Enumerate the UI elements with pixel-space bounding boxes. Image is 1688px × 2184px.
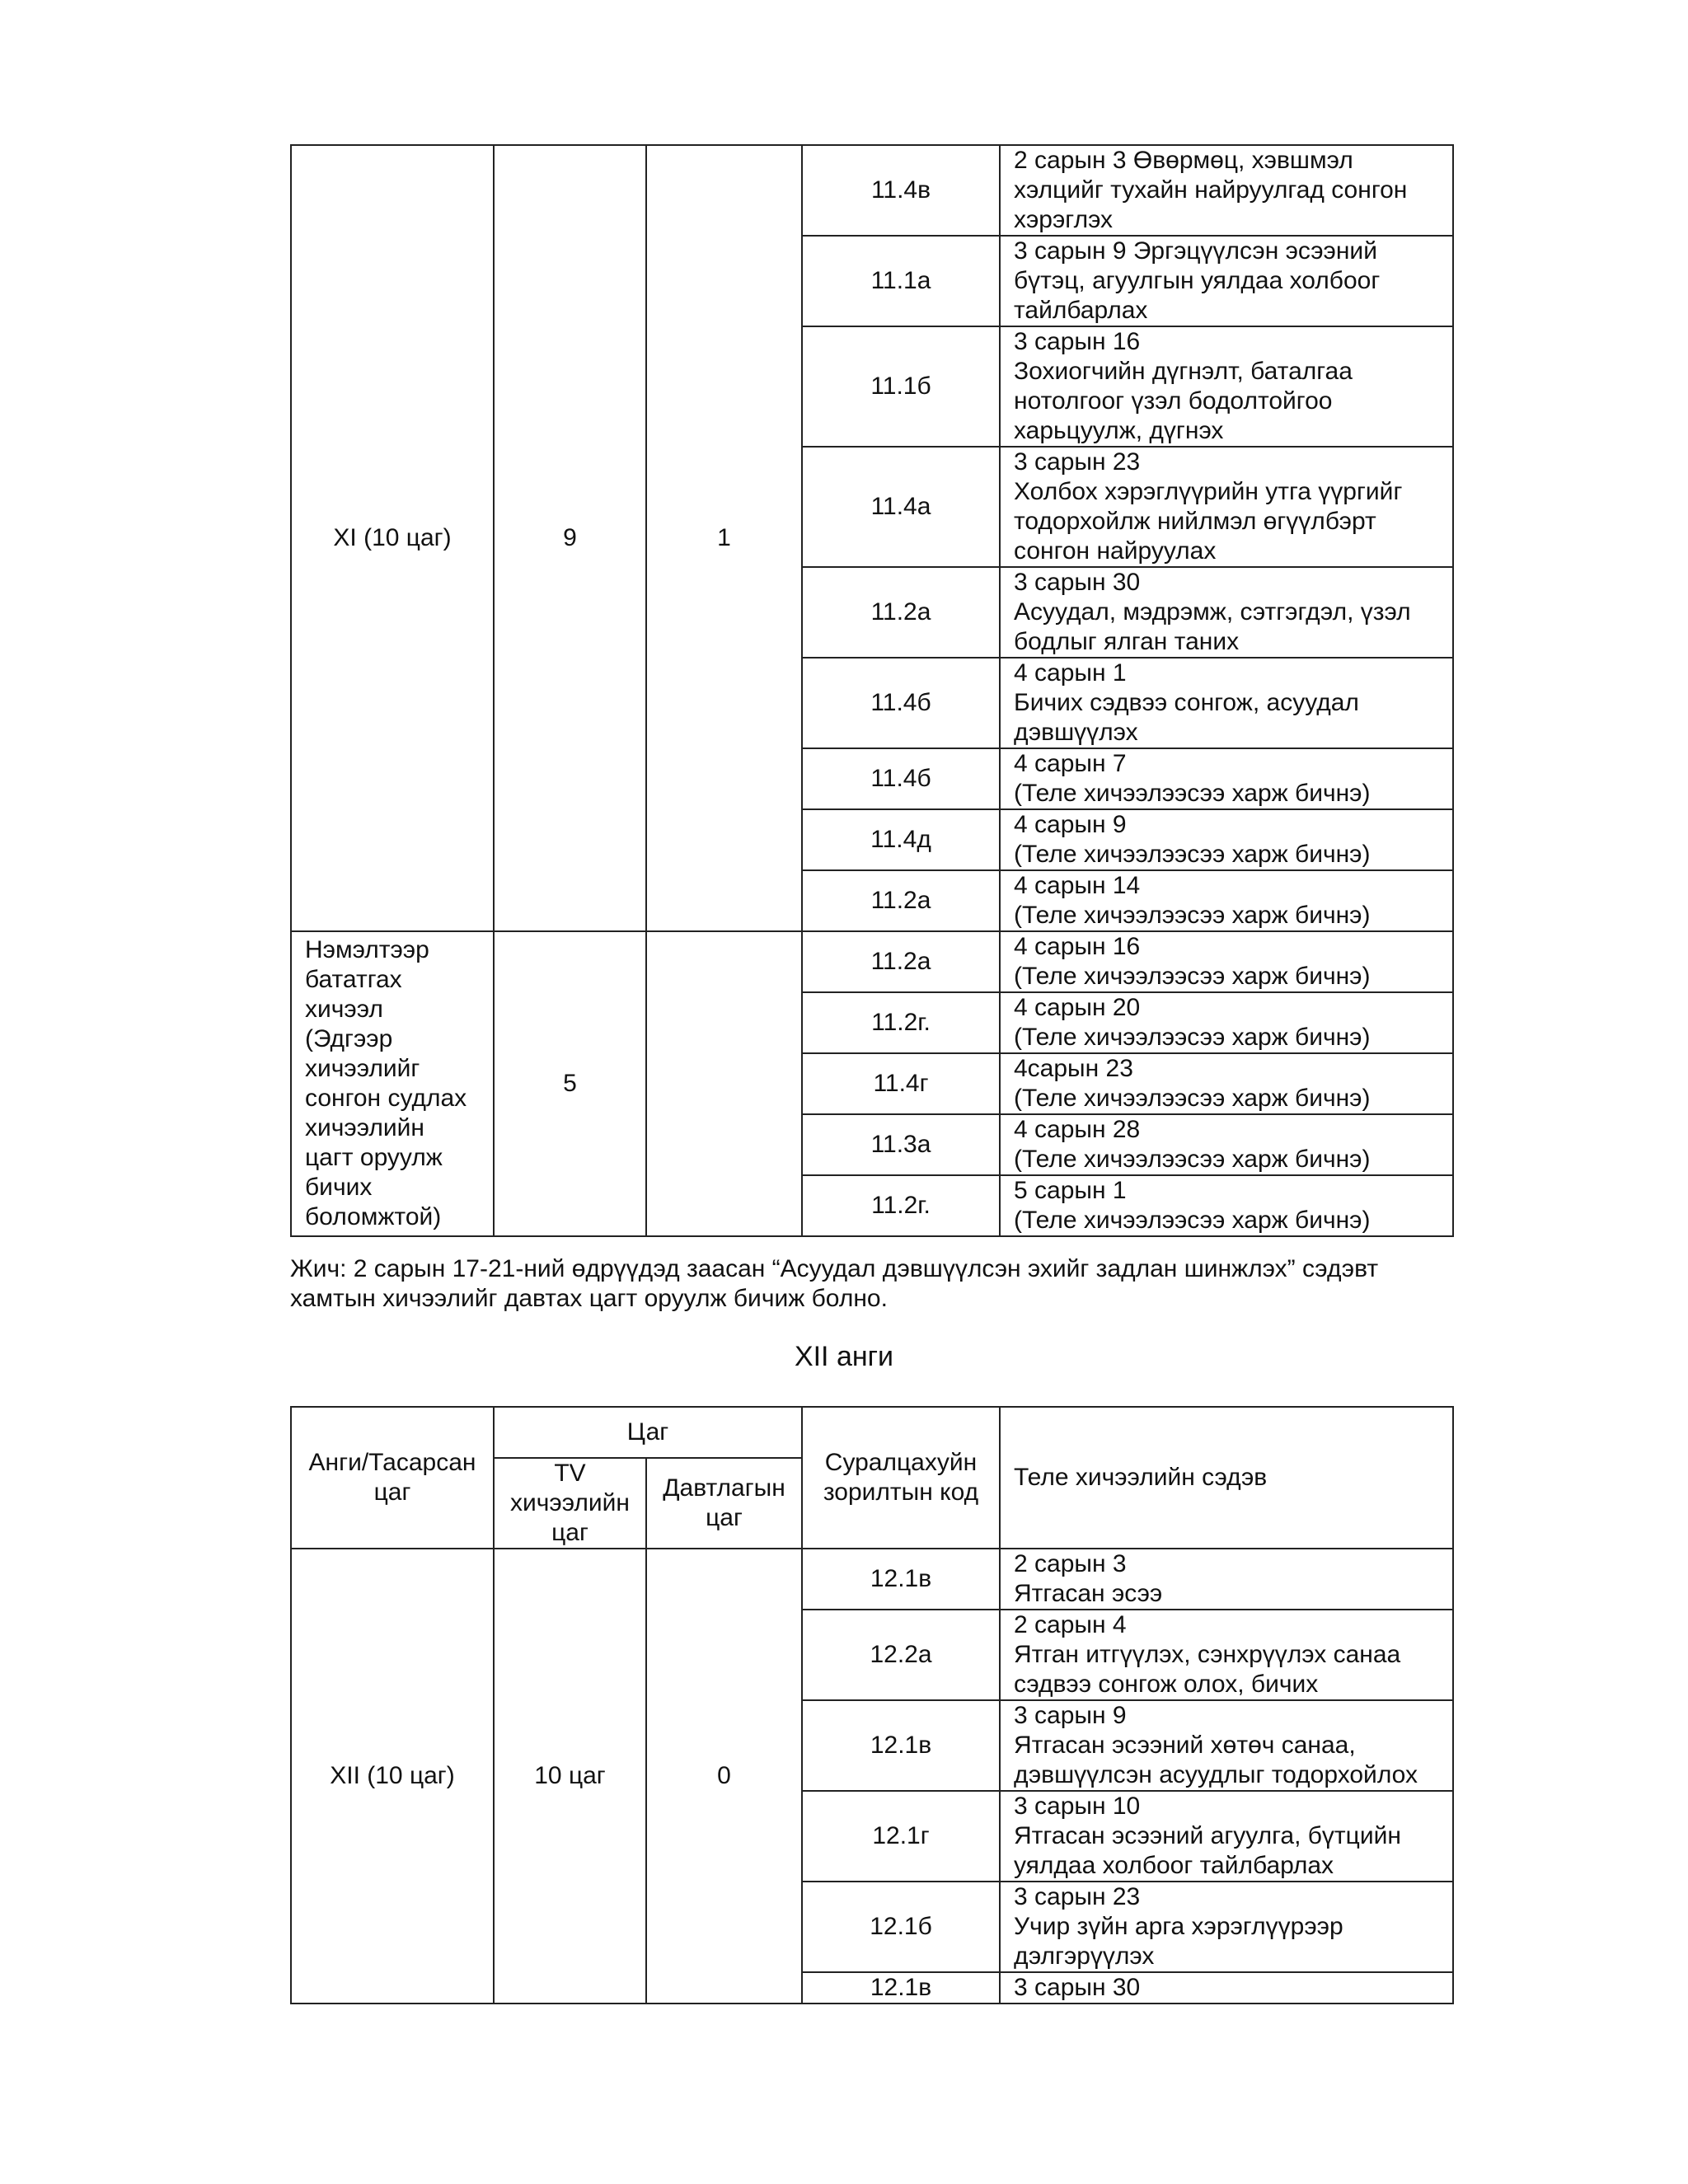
repeat-hours-cell [646, 931, 802, 1236]
group-label-cell: XII (10 цаг) [291, 1549, 494, 2004]
objective-code-cell: 12.1г [802, 1791, 1000, 1882]
objective-code-cell: 12.1в [802, 1549, 1000, 1610]
topic-cell [1000, 447, 1453, 567]
group-label-line: хичээл [305, 996, 383, 1023]
tv-hours-cell: 9 [494, 145, 646, 931]
topic-cell [1000, 1549, 1453, 1610]
topic-line: (Теле хичээлээсээ харж бичнэ) [1014, 963, 1371, 990]
topic-line: (Теле хичээлээсээ харж бичнэ) [1014, 1146, 1371, 1173]
topic-line: 2 сарын 4 [1014, 1611, 1127, 1638]
header-repeat-line: Давтлагын [663, 1474, 785, 1502]
topic-cell [1000, 1610, 1453, 1700]
header-repeat-line: цаг [706, 1504, 743, 1531]
header-hours: Цаг [494, 1407, 802, 1458]
objective-code-cell: 11.2а [802, 870, 1000, 931]
objective-code-cell: 11.2а [802, 931, 1000, 992]
table-row [291, 931, 1453, 992]
topic-line: 4 сарын 7 [1014, 750, 1127, 777]
xi-schedule-table [290, 144, 1454, 1237]
topic-line: Ятгасан эсээ [1014, 1580, 1163, 1607]
topic-line: уялдаа холбоог тайлбарлах [1014, 1852, 1334, 1879]
header-class [291, 1407, 494, 1549]
topic-line: 2 сарын 3 [1014, 1550, 1127, 1577]
section-title: XII анги [794, 1341, 894, 1372]
topic-line: 3 сарын 9 Эргэцүүлсэн эсээний [1014, 237, 1377, 265]
group-label-line: Нэмэлтээр [305, 936, 429, 963]
header-class-line: Анги/Тасарсан [308, 1449, 476, 1476]
topic-line: 2 сарын 3 Өвөрмөц, хэвшмэл [1014, 147, 1353, 174]
topic-line: 4 сарын 1 [1014, 659, 1127, 687]
table-row [291, 145, 1453, 236]
objective-code-cell: 11.3а [802, 1114, 1000, 1175]
topic-line: 3 сарын 10 [1014, 1793, 1141, 1820]
group-label-line: сонгон судлах [305, 1085, 467, 1112]
objective-code-cell: 11.4б [802, 748, 1000, 809]
topic-line: 3 сарын 16 [1014, 328, 1141, 355]
topic-line: сонгон найруулах [1014, 537, 1217, 565]
topic-line: бүтэц, агуулгын уялдаа холбоог [1014, 267, 1381, 294]
topic-line: дэлгэрүүлэх [1014, 1943, 1155, 1970]
topic-cell [1000, 809, 1453, 870]
header-tv-line: хичээлийн [510, 1489, 630, 1516]
topic-line: 3 сарын 23 [1014, 1883, 1141, 1910]
objective-code-cell: 11.4г [802, 1053, 1000, 1114]
topic-line: 5 сарын 1 [1014, 1177, 1127, 1204]
topic-cell [1000, 1114, 1453, 1175]
table-row [291, 1549, 1453, 1610]
topic-cell [1000, 1972, 1453, 2004]
header-code-line: Суралцахуйн [824, 1449, 978, 1476]
topic-line: (Теле хичээлээсээ харж бичнэ) [1014, 841, 1371, 868]
tv-hours-cell: 10 цаг [494, 1549, 646, 2004]
topic-line: Учир зүйн арга хэрэглүүрээр [1014, 1913, 1343, 1940]
group-label-cell: XI (10 цаг) [291, 145, 494, 931]
objective-code-cell: 11.4а [802, 447, 1000, 567]
header-tv-line: цаг [551, 1519, 588, 1546]
objective-code-cell: 11.1а [802, 236, 1000, 326]
topic-cell [1000, 992, 1453, 1053]
topic-cell [1000, 236, 1453, 326]
topic-line: 4сарын 23 [1014, 1055, 1133, 1082]
topic-line: 3 сарын 30 [1014, 569, 1141, 596]
topic-line: (Теле хичээлээсээ харж бичнэ) [1014, 1207, 1371, 1234]
topic-cell [1000, 326, 1453, 447]
tv-hours-cell: 5 [494, 931, 646, 1236]
topic-line: 4 сарын 20 [1014, 994, 1141, 1021]
header-tv-line: TV [554, 1460, 586, 1487]
repeat-hours-cell: 0 [646, 1549, 802, 2004]
objective-code-cell: 11.2г. [802, 992, 1000, 1053]
topic-cell [1000, 748, 1453, 809]
topic-line: Ятгасан эсээний агуулга, бүтцийн [1014, 1822, 1401, 1849]
header-repeat [646, 1458, 802, 1549]
objective-code-cell: 11.4д [802, 809, 1000, 870]
objective-code-cell: 11.2а [802, 567, 1000, 658]
group-label-line: хичээлийн [305, 1114, 424, 1141]
header-code [802, 1407, 1000, 1549]
topic-line: харьцуулж, дүгнэх [1014, 417, 1224, 444]
topic-line: 3 сарын 30 [1014, 1974, 1141, 2001]
topic-line: хэрэглэх [1014, 206, 1114, 233]
topic-line: (Теле хичээлээсээ харж бичнэ) [1014, 780, 1371, 807]
topic-line: 3 сарын 9 [1014, 1702, 1127, 1729]
topic-cell [1000, 1882, 1453, 1972]
objective-code-cell: 11.2г. [802, 1175, 1000, 1236]
objective-code-cell: 12.2а [802, 1610, 1000, 1700]
topic-line: 4 сарын 16 [1014, 933, 1141, 960]
group-label-line: боломжтой) [305, 1203, 442, 1230]
topic-line: (Теле хичээлээсээ харж бичнэ) [1014, 902, 1371, 929]
topic-line: нотолгоог үзэл бодолтойгоо [1014, 387, 1333, 415]
xii-schedule-table [290, 1406, 1454, 2004]
note-line: хамтын хичээлийг давтах цагт оруулж бичиж болно. [290, 1285, 888, 1312]
topic-line: бодлыг ялган таних [1014, 628, 1240, 655]
topic-line: Ятгасан эсээний хөтөч санаа, [1014, 1732, 1356, 1759]
topic-line: тодорхойлж нийлмэл өгүүлбэрт [1014, 508, 1376, 535]
objective-code-cell: 11.4б [802, 658, 1000, 748]
objective-code-cell: 11.1б [802, 326, 1000, 447]
topic-cell [1000, 931, 1453, 992]
topic-line: Зохиогчийн дүгнэлт, баталгаа [1014, 358, 1353, 385]
topic-cell [1000, 1791, 1453, 1882]
note-paragraph [290, 1254, 1452, 1314]
topic-line: хэлцийг тухайн найруулгад сонгон [1014, 176, 1408, 204]
objective-code-cell: 12.1в [802, 1700, 1000, 1791]
group-label-line: (Эдгээр [305, 1025, 393, 1052]
topic-line: тайлбарлах [1014, 297, 1148, 324]
topic-cell [1000, 145, 1453, 236]
topic-line: (Теле хичээлээсээ харж бичнэ) [1014, 1085, 1371, 1112]
group-label-line: бичих [305, 1174, 373, 1201]
group-label-cell [291, 931, 494, 1236]
topic-cell [1000, 1053, 1453, 1114]
topic-line: дэвшүүлсэн асуудлыг тодорхойлох [1014, 1761, 1418, 1788]
group-label-line: хичээлийг [305, 1055, 420, 1082]
header-topic: Теле хичээлийн сэдэв [1000, 1407, 1453, 1549]
topic-line: Холбох хэрэглүүрийн утга үүргийг [1014, 478, 1403, 505]
topic-cell [1000, 870, 1453, 931]
topic-line: 4 сарын 28 [1014, 1116, 1141, 1143]
objective-code-cell: 11.4в [802, 145, 1000, 236]
repeat-hours-cell: 1 [646, 145, 802, 931]
topic-cell [1000, 1700, 1453, 1791]
topic-line: Бичих сэдвээ сонгож, асуудал [1014, 689, 1359, 716]
topic-cell [1000, 567, 1453, 658]
topic-line: 4 сарын 9 [1014, 811, 1127, 838]
topic-cell [1000, 658, 1453, 748]
header-class-line: цаг [373, 1479, 411, 1506]
topic-line: Ятган итгүүлэх, сэнхрүүлэх санаа [1014, 1641, 1401, 1668]
group-label-line: бататгах [305, 966, 402, 993]
topic-cell [1000, 1175, 1453, 1236]
header-tv [494, 1458, 646, 1549]
group-label-line: цагт оруулж [305, 1144, 443, 1171]
topic-line: (Теле хичээлээсээ харж бичнэ) [1014, 1024, 1371, 1051]
topic-line: 3 сарын 23 [1014, 448, 1141, 476]
header-code-line: зорилтын код [823, 1479, 979, 1506]
objective-code-cell: 12.1в [802, 1972, 1000, 2004]
topic-line: дэвшүүлэх [1014, 719, 1138, 746]
note-line: Жич: 2 сарын 17-21-ний өдрүүдэд заасан “Асуудал дэвшүүлсэн эхийг задлан шинжлэх” сэдэвт [290, 1255, 1379, 1282]
topic-line: 4 сарын 14 [1014, 872, 1141, 899]
topic-line: Асуудал, мэдрэмж, сэтгэгдэл, үзэл [1014, 598, 1411, 626]
topic-line: сэдвээ сонгож олох, бичих [1014, 1671, 1319, 1698]
objective-code-cell: 12.1б [802, 1882, 1000, 1972]
